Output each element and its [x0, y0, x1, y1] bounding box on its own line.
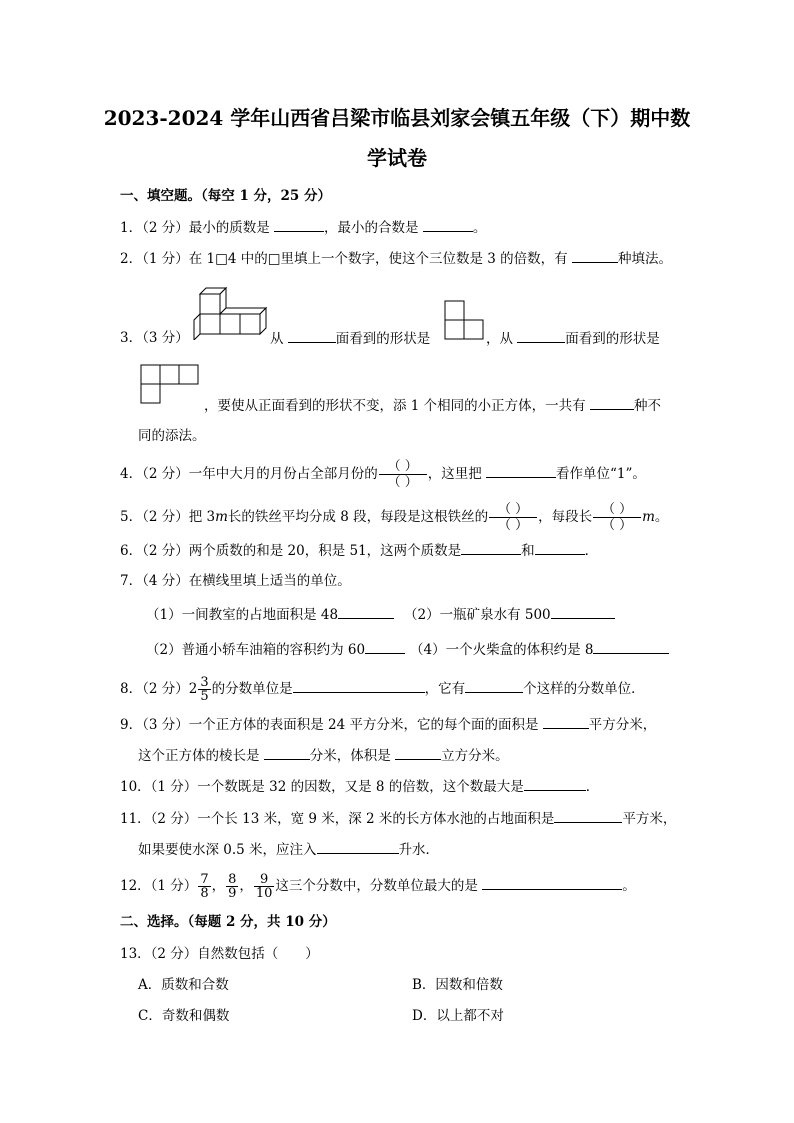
answer-blank[interactable]: [395, 745, 441, 760]
answer-blank[interactable]: [264, 745, 310, 760]
answer-blank[interactable]: [274, 217, 324, 232]
answer-blank[interactable]: [551, 604, 615, 619]
cube-face: [194, 314, 200, 340]
answer-blank[interactable]: [524, 776, 586, 791]
answer-blank[interactable]: [572, 248, 618, 263]
answer-blank[interactable]: [365, 639, 405, 654]
answer-blank[interactable]: [554, 808, 622, 823]
question-7-item-2: （2）一瓶矿泉水有 500: [404, 604, 615, 625]
question-6: 6．（2 分）两个质数的和是 20，积是 51，这两个质数是 和 ．: [120, 540, 598, 561]
fraction-answer[interactable]: $\frac{( )}{( )}$: [379, 459, 427, 490]
answer-blank[interactable]: [590, 395, 634, 410]
cube-face: [240, 314, 260, 334]
question-7: 7．（4 分）在横线里填上适当的单位。: [120, 573, 351, 589]
section-2-heading: 二、选择。（每题 2 分，共 10 分）: [120, 914, 336, 930]
fraction-answer[interactable]: $\frac{( )}{( )}$: [489, 502, 537, 533]
answer-blank[interactable]: [461, 540, 521, 555]
exam-title-line2: 学试卷: [367, 146, 427, 170]
question-3-line1: 3．（3 分）: [120, 330, 189, 346]
question-9-line2: 这个正方体的棱长是 分米，体积是 立方分米。: [138, 745, 509, 766]
answer-blank[interactable]: [338, 604, 394, 619]
answer-blank[interactable]: [317, 839, 399, 854]
choice-a[interactable]: A．质数和合数: [138, 977, 229, 993]
question-7-item-4: （4）一个火柴盒的体积约是 8: [410, 639, 669, 660]
cube-face: [200, 294, 220, 314]
question-7-item-1: （1）一间教室的占地面积是 48: [146, 604, 394, 625]
question-10: 10．（1 分）一个数既是 32 的因数，又是 8 的倍数，这个数最大是 ．: [120, 776, 599, 797]
choice-b[interactable]: B．因数和倍数: [412, 977, 503, 993]
question-7-item-3: （2）普通小轿车油箱的容积约为 60: [146, 639, 405, 660]
question-11-line2: 如果要使水深 0.5 米，应注入 升水．: [138, 839, 439, 860]
fraction-8-9: $\frac{8}{9}$: [228, 872, 237, 901]
fraction-answer[interactable]: $\frac{( )}{( )}$: [593, 502, 641, 533]
question-3-line1c: ，从 面看到的形状是: [486, 328, 660, 349]
answer-blank[interactable]: [482, 875, 622, 890]
answer-blank[interactable]: [486, 463, 556, 478]
question-13: 13．（2 分）自然数包括（ ）: [120, 946, 319, 962]
answer-blank[interactable]: [593, 639, 669, 654]
question-3-line1b: 从 面看到的形状是: [270, 328, 430, 349]
mixed-number-fraction: $\frac{3}{5}$: [200, 675, 209, 704]
fraction-7-8: $\frac{7}{8}$: [200, 872, 209, 901]
question-11-line1: 11．（2 分）一个长 13 米，宽 9 米，深 2 米的长方体水池的占地面积是 平方米，: [120, 808, 676, 829]
cube-face: [220, 314, 240, 334]
fraction-9-10: $\frac{9}{10}$: [255, 872, 273, 901]
answer-blank[interactable]: [465, 678, 523, 693]
question-1: 1．（2 分）最小的质数是 ，最小的合数是 。: [120, 217, 486, 238]
answer-blank[interactable]: [288, 328, 336, 343]
section-1-heading: 一、填空题。（每空 1 分，25 分）: [120, 188, 332, 204]
question-8: 8．（2 分）2 $\frac{3}{5}$ 的分数单位是 ，它有 个这样的分数单位．: [120, 675, 645, 704]
question-9-line1: 9．（3 分）一个正方体的表面积是 24 平方分米，它的每个面的面积是 平方分米，: [120, 714, 656, 735]
answer-blank[interactable]: [423, 217, 473, 232]
cube-face: [220, 308, 266, 314]
cube-stack-figure: [190, 284, 270, 340]
choice-c[interactable]: C．奇数和偶数: [138, 1008, 230, 1024]
question-2: 2．（1 分）在 1□4 中的□里填上一个数字，使这个三位数是 3 的倍数，有 种填法。: [120, 248, 672, 269]
question-12: 12．（1 分） $\frac{7}{8}$ ， $\frac{8}{9}$ ， $\frac{9}{10}$ 这三个分数中，分数单位最大的是 。: [120, 872, 636, 901]
cube-face: [200, 314, 220, 334]
exam-title-line1: 2023-2024 学年山西省吕梁市临县刘家会镇五年级（下）期中数: [103, 106, 691, 130]
view-shape-1: [444, 300, 486, 340]
view-shape-2: [140, 364, 202, 406]
question-3-line2: ，要使从正面看到的形状不变，添 1 个相同的小正方体，一共有 种不: [204, 395, 661, 416]
answer-blank[interactable]: [517, 328, 565, 343]
answer-blank[interactable]: [543, 714, 589, 729]
question-5: 5．（2 分）把 3m长的铁丝平均分成 8 段，每段是这根铁丝的 $\frac{( )}{( )}$ ，每段长 $\frac{( )}{( )}$ m。: [120, 502, 669, 533]
question-4: 4．（2 分）一年中大月的月份占全部月份的 $\frac{( )}{( )}$ ，这里把 看作单位“1”。: [120, 459, 646, 490]
answer-blank[interactable]: [293, 678, 425, 693]
question-3-line3: 同的添法。: [138, 428, 206, 444]
answer-blank[interactable]: [535, 540, 585, 555]
choice-d[interactable]: D．以上都不对: [412, 1008, 504, 1024]
